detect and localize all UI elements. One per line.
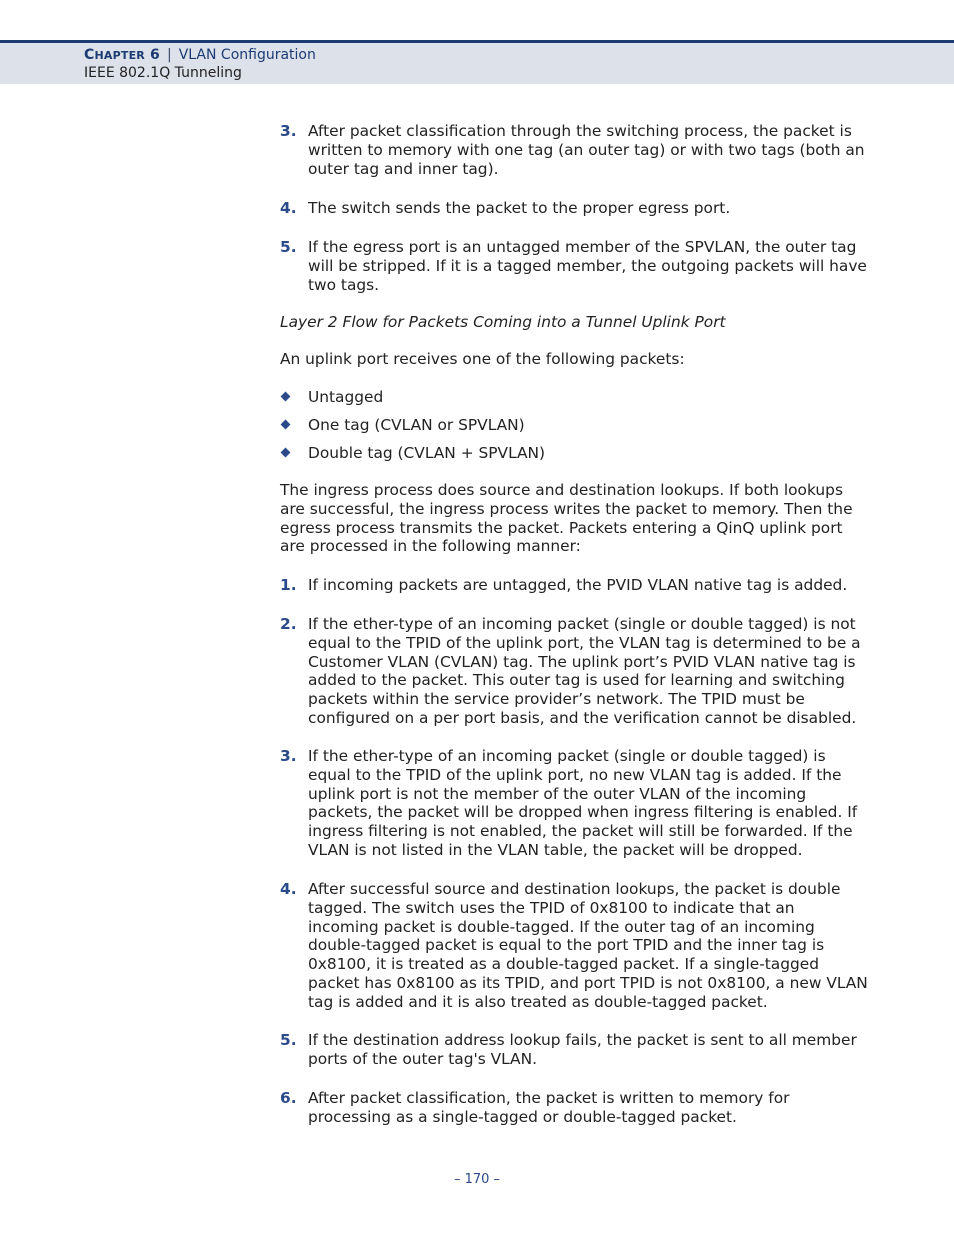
list-text: If the ether-type of an incoming packet (single or double tagged) is equal to the TPID of the uplink port, no new VLAN tag is added. If the uplink port is not the member of the outer VLAN of the incoming packets, the packet will be dropped when ingress filtering is enabled. If ingress filtering is not enabled, the packet will still be forwarded. If the VLAN is not listed in the VLAN table, the packet will be dropped. — [308, 747, 858, 859]
list-text: If incoming packets are untagged, the PVID VLAN native tag is added. — [308, 576, 848, 594]
page-number: – 170 – — [453, 1172, 501, 1187]
list-number: 3. — [280, 122, 297, 140]
list-number: 5. — [280, 1031, 297, 1049]
list-item — [280, 880, 870, 1012]
list-item — [280, 122, 870, 178]
bullet-item — [280, 444, 870, 463]
chapter-title: VLAN Configuration — [178, 47, 316, 63]
list-item — [280, 199, 870, 218]
list-number: 2. — [280, 615, 297, 633]
list-item — [280, 1089, 870, 1127]
list-item — [280, 238, 870, 294]
list-text: After packet classification, the packet is written to memory for processing as a single-tagged or double-tagged packet. — [308, 1089, 790, 1126]
list-number: 6. — [280, 1089, 297, 1107]
list-item — [280, 615, 870, 728]
bullet-text: Untagged — [308, 388, 384, 406]
bullet-item — [280, 388, 870, 407]
list-item — [280, 576, 870, 595]
list-item — [280, 1031, 870, 1069]
list-number: 4. — [280, 880, 297, 898]
list-number: 5. — [280, 238, 297, 256]
bullet-text: One tag (CVLAN or SPVLAN) — [308, 416, 525, 434]
subheading: Layer 2 Flow for Packets Coming into a Tunnel Uplink Port — [280, 313, 726, 331]
chapter-label: CHAPTER 6 — [84, 47, 160, 63]
bullet-text: Double tag (CVLAN + SPVLAN) — [308, 444, 546, 462]
list-text: After packet classification through the switching process, the packet is written to memory with one tag (an outer tag) or with two tags (both an outer tag and inner tag). — [308, 122, 865, 178]
diamond-bullet-icon — [281, 448, 291, 458]
section-title: IEEE 802.1Q Tunneling — [84, 65, 242, 81]
list-text: If the destination address lookup fails, the packet is sent to all member ports of the outer tag's VLAN. — [308, 1031, 857, 1068]
header-separator: | — [167, 47, 172, 63]
list-text: After successful source and destination lookups, the packet is double tagged. The switch uses the TPID of 0x8100 to indicate that an incoming packet is double-tagged. If the outer tag of an incoming double-tagged packet is equal to the port TPID and the inner tag is 0x8100, it is treated as a double-tagged packet. If a single-tagged packet has 0x8100 as its TPID, and port TPID is not 0x8100, a new VLAN tag is added and it is also treated as double-tagged packet. — [308, 880, 868, 1011]
diamond-bullet-icon — [281, 420, 291, 430]
chapter-line — [84, 47, 316, 63]
ingress-paragraph: The ingress process does source and destination lookups. If both lookups are successful, the ingress process writes the packet to memory. Then the egress process transmits the packet. Packets entering a QinQ uplink port are processed in the following manner: — [280, 481, 853, 556]
list-number: 1. — [280, 576, 297, 594]
list-number: 4. — [280, 199, 297, 217]
page-header — [0, 40, 954, 84]
list-number: 3. — [280, 747, 297, 765]
diamond-bullet-icon — [281, 392, 291, 402]
bullet-item — [280, 416, 870, 435]
list-text: The switch sends the packet to the proper egress port. — [308, 199, 731, 217]
list-text: If the ether-type of an incoming packet (single or double tagged) is not equal to the TPID of the uplink port, the VLAN tag is determined to be a Customer VLAN (CVLAN) tag. The uplink port’s PVID VLAN native tag is added to the packet. This outer tag is used for learning and switching packets within the service provider’s network. The TPID must be configured on a per port basis, and the verification cannot be disabled. — [308, 615, 861, 727]
list-text: If the egress port is an untagged member of the SPVLAN, the outer tag will be stripped. If it is a tagged member, the outgoing packets will have two tags. — [308, 238, 867, 294]
intro-text: An uplink port receives one of the following packets: — [280, 350, 685, 368]
list-item — [280, 747, 870, 860]
